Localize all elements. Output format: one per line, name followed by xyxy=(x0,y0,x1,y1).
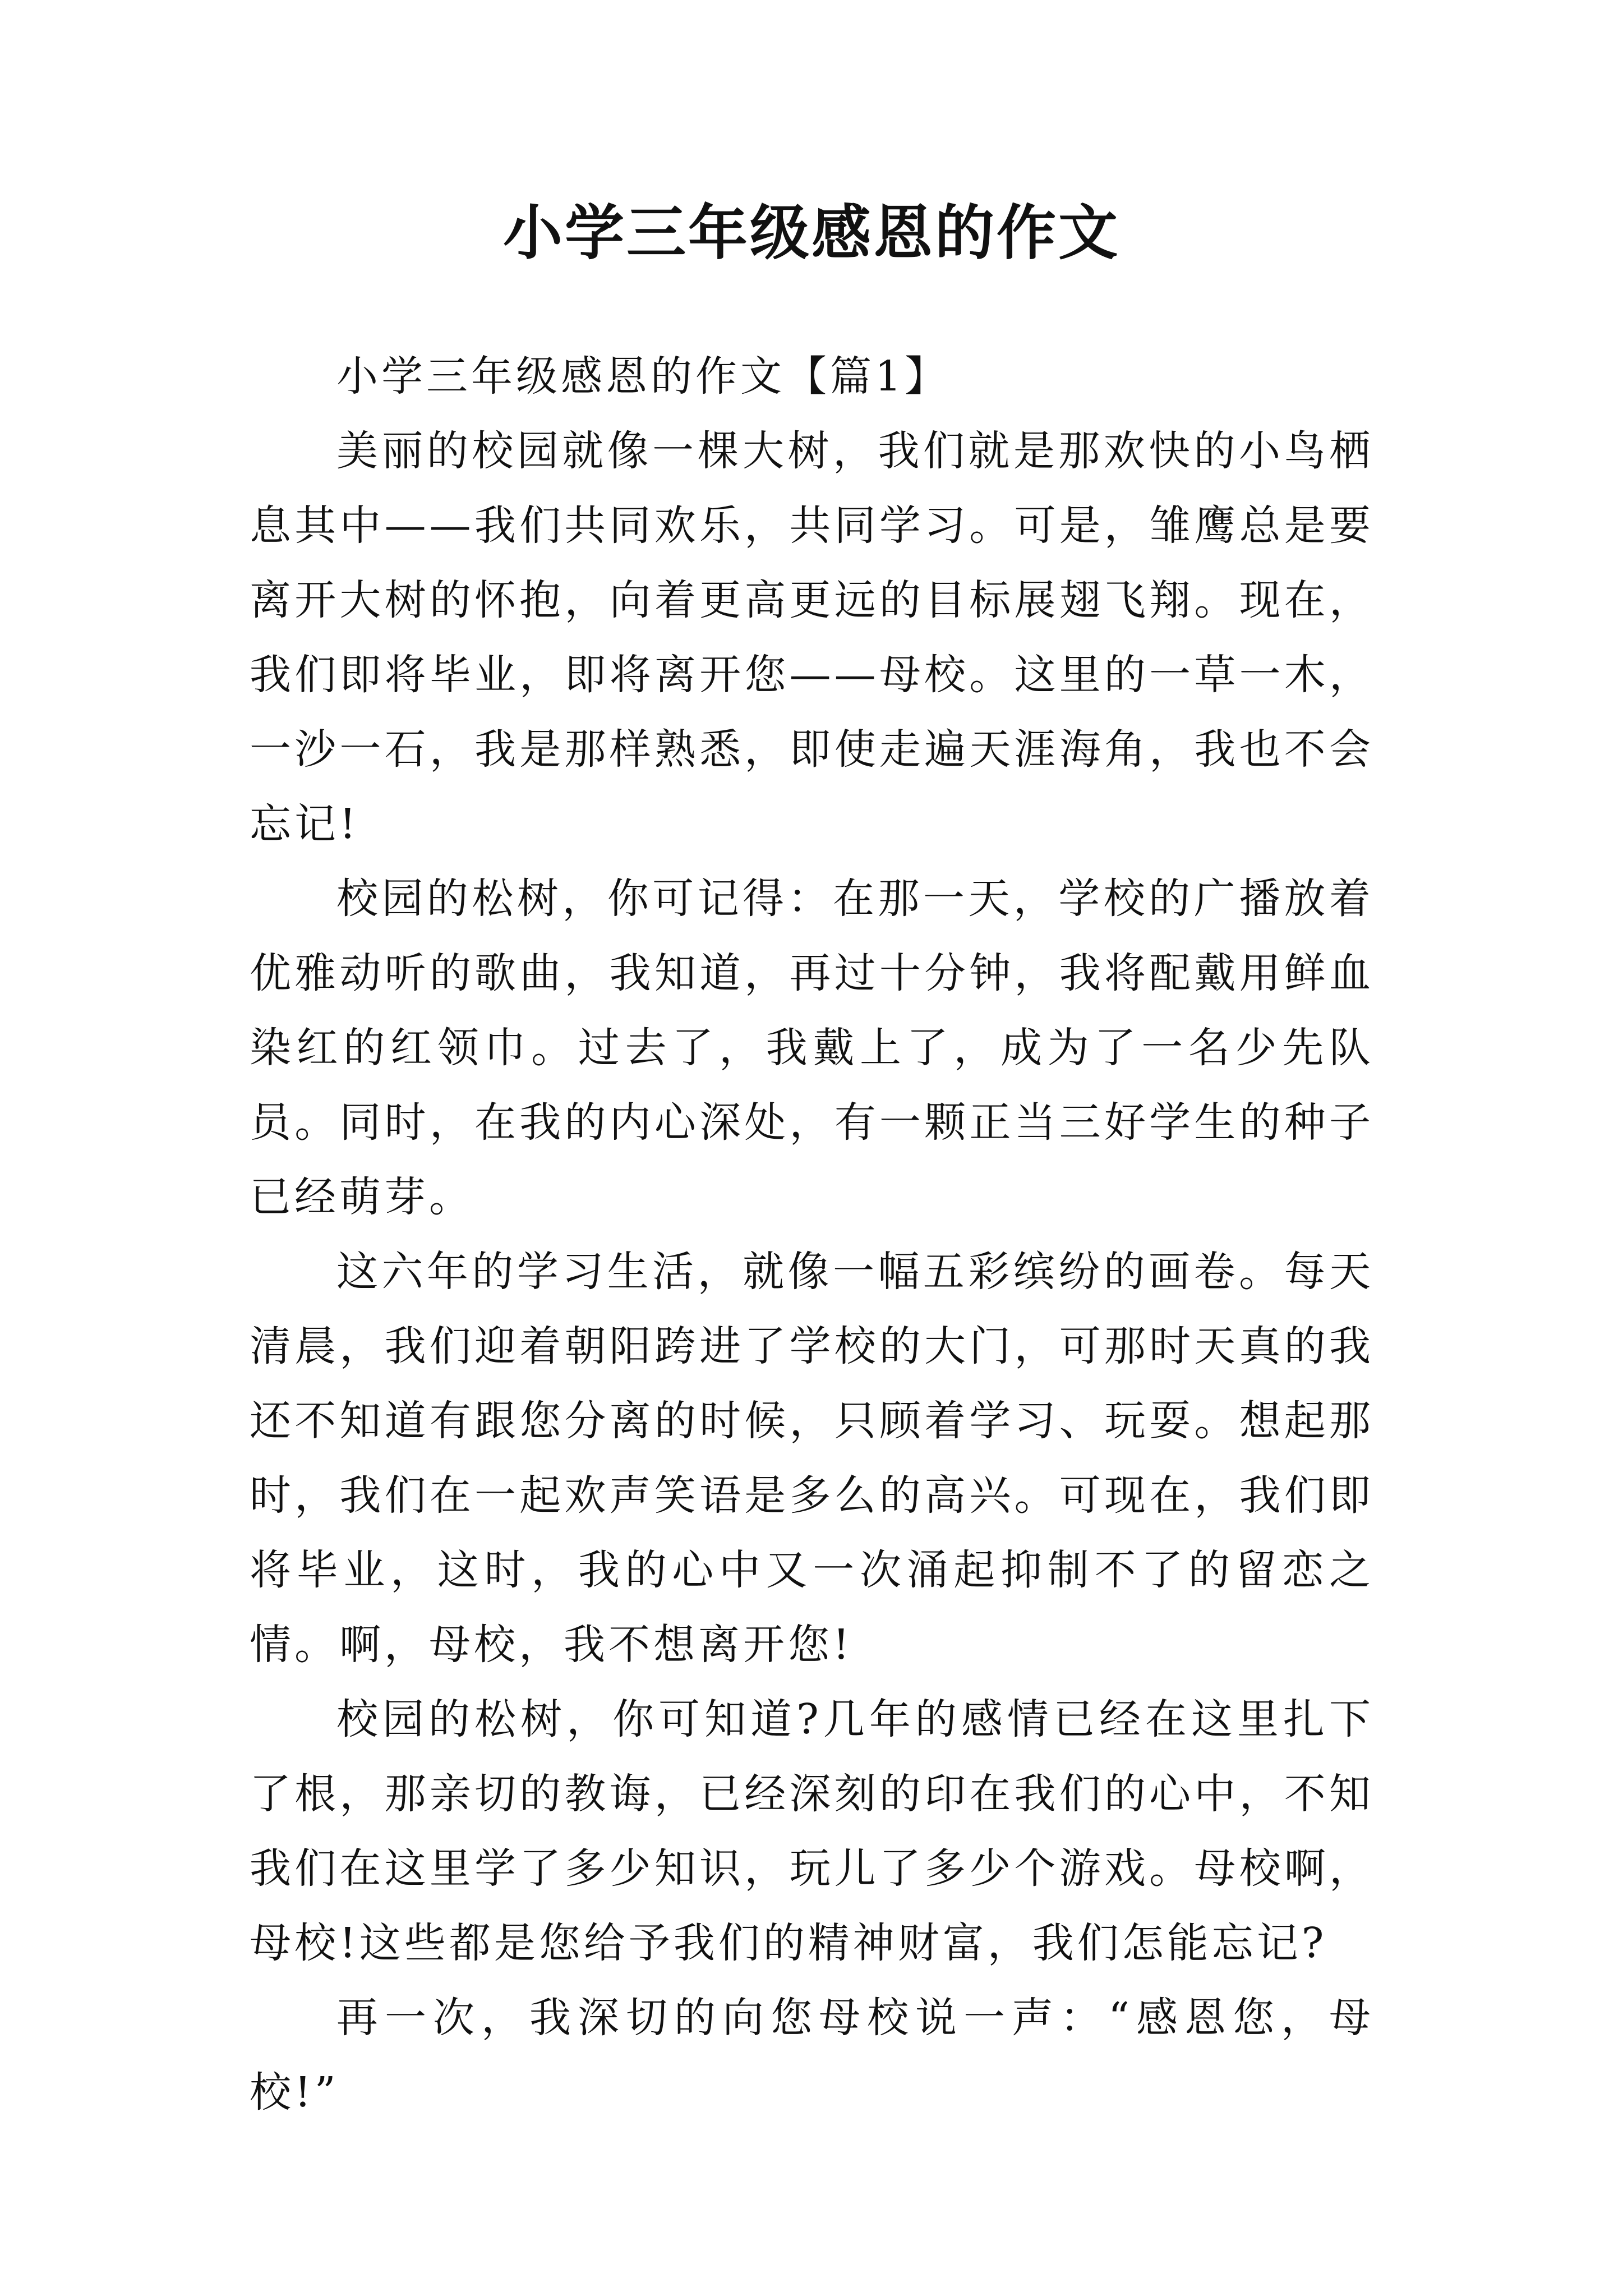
paragraph-4: 校园的松树，你可知道?几年的感情已经在这里扎下了根，那亲切的教诲，已经深刻的印在我们的心中，不知我们在这里学了多少知识，玩儿了多少个游戏。母校啊，母校!这些都是您给予我们的精神财富，我们怎能忘记? xyxy=(250,1695,1374,1967)
paragraph-1: 美丽的校园就像一棵大树，我们就是那欢快的小鸟栖息其中——我们共同欢乐，共同学习。可是，雏鹰总是要离开大树的怀抱，向着更高更远的目标展翅飞翔。现在，我们即将毕业，即将离开您——母校。这里的一草一木，一沙一石，我是那样熟悉，即使走遍天涯海角，我也不会忘记! xyxy=(250,427,1374,848)
document-title: 小学三年级感恩的作文 xyxy=(503,197,1120,268)
section-heading: 小学三年级感恩的作文【篇1】 xyxy=(336,352,950,401)
paragraph-2: 校园的松树，你可记得：在那一天，学校的广播放着优雅动听的歌曲，我知道，再过十分钟，我将配戴用鲜血染红的红领巾。过去了，我戴上了，成为了一名少先队员。同时，在我的内心深处，有一颗正当三好学生的种子已经萌芽。 xyxy=(250,875,1374,1221)
paragraph-3: 这六年的学习生活，就像一幅五彩缤纷的画卷。每天清晨，我们迎着朝阳跨进了学校的大门，可那时天真的我还不知道有跟您分离的时候，只顾着学习、玩耍。想起那时，我们在一起欢声笑语是多么的高兴。可现在，我们即将毕业，这时，我的心中又一次涌起抑制不了的留恋之情。啊，母校，我不想离开您! xyxy=(250,1248,1374,1669)
paragraph-5: 再一次，我深切的向您母校说一声：“感恩您，母校!” xyxy=(250,1994,1374,2116)
document-body xyxy=(250,339,1374,2130)
